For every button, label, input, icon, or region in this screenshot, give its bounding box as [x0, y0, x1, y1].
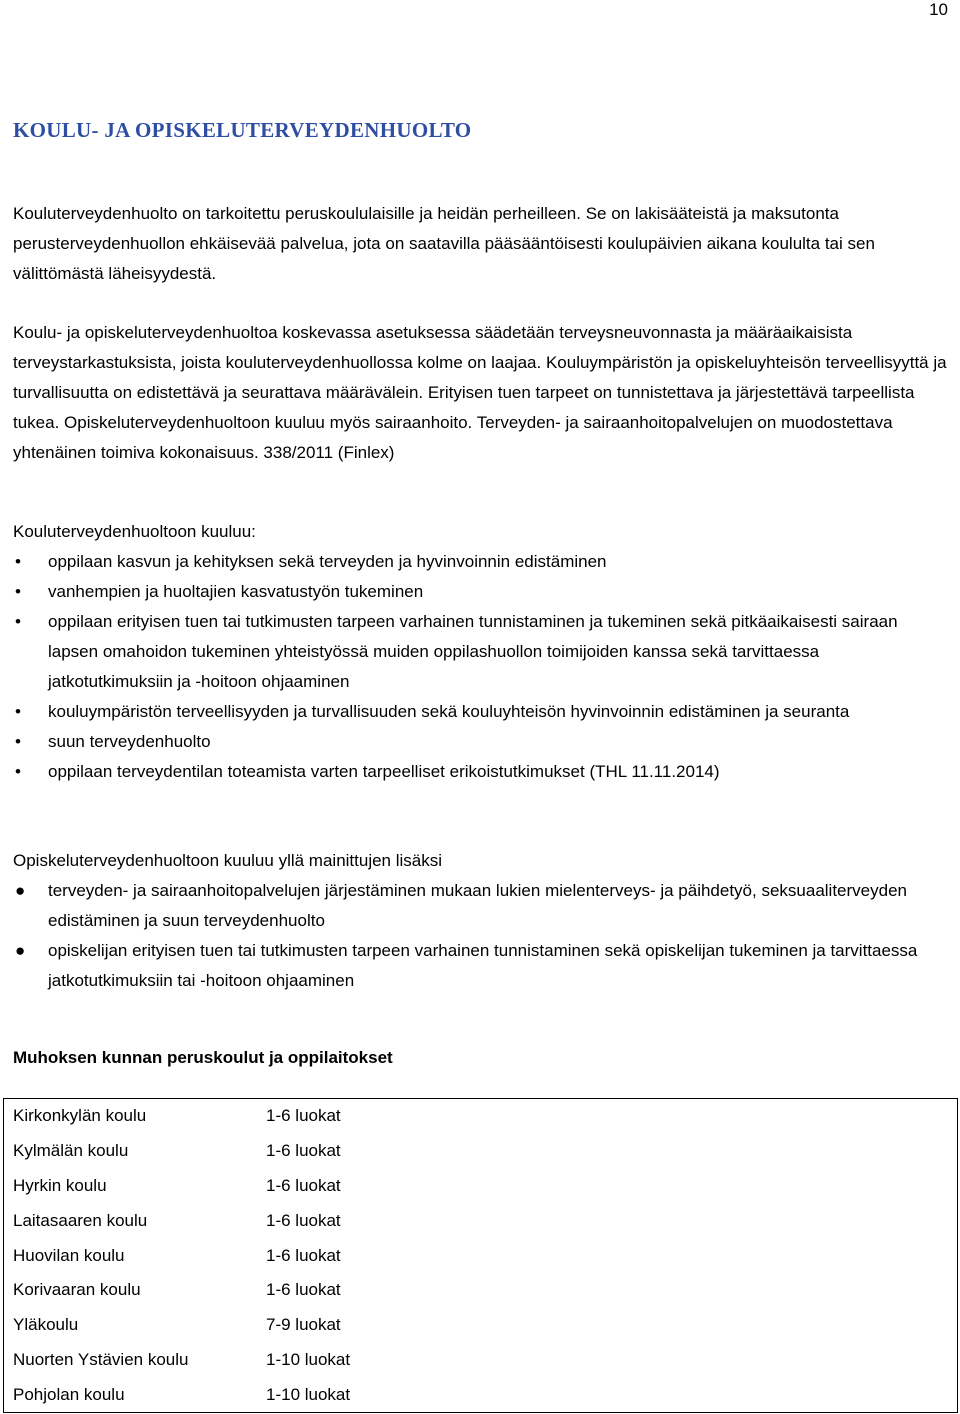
school-name-cell: Kylmälän koulu: [13, 1141, 129, 1161]
list-item-text: oppilaan erityisen tuen tai tutkimusten tarpeen varhainen tunnistaminen ja tukeminen sekä pitkäaikaisesti sairaan lapsen omahoidon tukeminen yhteistyössä muiden oppilashuollon toimijoiden kanssa sekä tarvittaessa jatkotutkimuksiin ja -hoitoon ohjaaminen: [48, 612, 898, 691]
table-row: [4, 1308, 958, 1343]
table-row: [4, 1343, 958, 1378]
bullet-icon: •: [15, 552, 21, 571]
school-health-list-title: Kouluterveydenhuoltoon kuuluu:: [13, 522, 256, 541]
list-item-text: vanhempien ja huoltajien kasvatustyön tukeminen: [48, 582, 424, 601]
student-health-list: [13, 876, 948, 996]
schools-table: [3, 1098, 958, 1413]
table-row: [4, 1099, 958, 1134]
school-grades-cell: 1-10 luokat: [266, 1384, 351, 1404]
school-name-cell: Pohjolan koulu: [13, 1384, 125, 1404]
list-item-text: oppilaan kasvun ja kehityksen sekä terveyden ja hyvinvoinnin edistäminen: [48, 552, 607, 571]
table-row: [4, 1134, 958, 1169]
school-name-cell: Huovilan koulu: [13, 1245, 125, 1265]
list-item: [13, 577, 948, 607]
school-grades-cell: 1-6 luokat: [266, 1175, 341, 1195]
student-health-list-section: [13, 846, 948, 996]
school-name-cell: Kirkonkylän koulu: [13, 1106, 147, 1126]
school-name-cell: Nuorten Ystävien koulu: [13, 1349, 189, 1369]
list-item-text: kouluympäristön terveellisyyden ja turvallisuuden sekä kouluyhteisön hyvinvoinnin edistäminen ja seuranta: [48, 702, 850, 721]
list-item: [13, 757, 948, 787]
list-item: [13, 727, 948, 757]
list-item-text: opiskelijan erityisen tuen tai tutkimusten tarpeen varhainen tunnistaminen sekä opiskelijan tukeminen ja tarvittaessa jatkotutkimuksiin tai -hoitoon ohjaaminen: [48, 941, 918, 990]
bullet-icon: ●: [15, 881, 26, 900]
bullet-icon: •: [15, 582, 21, 601]
school-health-list: [13, 547, 948, 787]
student-health-list-title: Opiskeluterveydenhuoltoon kuuluu yllä mainittujen lisäksi: [13, 851, 443, 870]
list-item-text: terveyden- ja sairaanhoitopalvelujen järjestäminen mukaan lukien mielenterveys- ja päihdetyö, seksuaaliterveyden edistäminen ja suun terveydenhuolto: [48, 881, 907, 930]
school-grades-cell: 1-6 luokat: [266, 1106, 341, 1126]
school-grades-cell: 1-6 luokat: [266, 1245, 341, 1265]
school-name-cell: Laitasaaren koulu: [13, 1210, 148, 1230]
bullet-icon: ●: [15, 941, 26, 960]
bullet-icon: •: [15, 612, 21, 631]
bullet-icon: •: [15, 732, 21, 751]
school-name-cell: Korivaaran koulu: [13, 1280, 141, 1300]
section-heading: KOULU- JA OPISKELUTERVEYDENHUOLTO: [13, 118, 472, 142]
table-row: [4, 1273, 958, 1308]
bullet-icon: •: [15, 762, 21, 781]
school-health-list-section: [13, 517, 948, 787]
list-item: [13, 876, 948, 936]
list-item: [13, 547, 948, 577]
school-grades-cell: 7-9 luokat: [266, 1315, 341, 1335]
table-row: [4, 1169, 958, 1204]
bullet-icon: •: [15, 702, 21, 721]
page-number: 10: [929, 0, 948, 19]
school-name-cell: Yläkoulu: [13, 1315, 79, 1335]
school-grades-cell: 1-6 luokat: [266, 1141, 341, 1161]
school-grades-cell: 1-6 luokat: [266, 1210, 341, 1230]
table-row: [4, 1377, 958, 1412]
table-row: [4, 1203, 958, 1238]
list-item-text: oppilaan terveydentilan toteamista varten tarpeelliset erikoistutkimukset (THL 11.11.2014): [48, 762, 720, 781]
table-row: [4, 1238, 958, 1273]
list-item: [13, 607, 948, 697]
school-grades-cell: 1-10 luokat: [266, 1349, 351, 1369]
schools-heading: Muhoksen kunnan peruskoulut ja oppilaitokset: [13, 1048, 393, 1067]
list-item: [13, 936, 948, 996]
intro-paragraph: Kouluterveydenhuolto on tarkoitettu peruskoululaisille ja heidän perheilleen. Se on lakisääteistä ja maksutonta perusterveydenhuollon ehkäisevää palvelua, jota on saatavilla pääsääntöisesti koulupäivien aikana koululta tai sen välittömästä läheisyydestä.: [13, 204, 875, 283]
school-name-cell: Hyrkin koulu: [13, 1175, 107, 1195]
regulation-paragraph: Koulu- ja opiskeluterveydenhuoltoa koskevassa asetuksessa säädetään terveysneuvonnasta ja määräaikaisista terveystarkastuksista, joista kouluterveydenhuollossa kolme on laajaa. Kouluympäristön ja opiskeluyhteisön terveellisyyttä ja turvallisuutta on edistettävä ja seurattava määrävälein. Erityisen tuen tarpeet on tunnistettava ja järjestettävä tarpeellista tukea. Opiskeluterveydenhuoltoon kuuluu myös sairaanhoito. Terveyden- ja sairaanhoitopalvelujen on muodostettava yhtenäinen toimiva kokonaisuus. 338/2011 (Finlex): [13, 323, 947, 462]
list-item: [13, 697, 948, 727]
school-grades-cell: 1-6 luokat: [266, 1280, 341, 1300]
list-item-text: suun terveydenhuolto: [48, 732, 211, 751]
